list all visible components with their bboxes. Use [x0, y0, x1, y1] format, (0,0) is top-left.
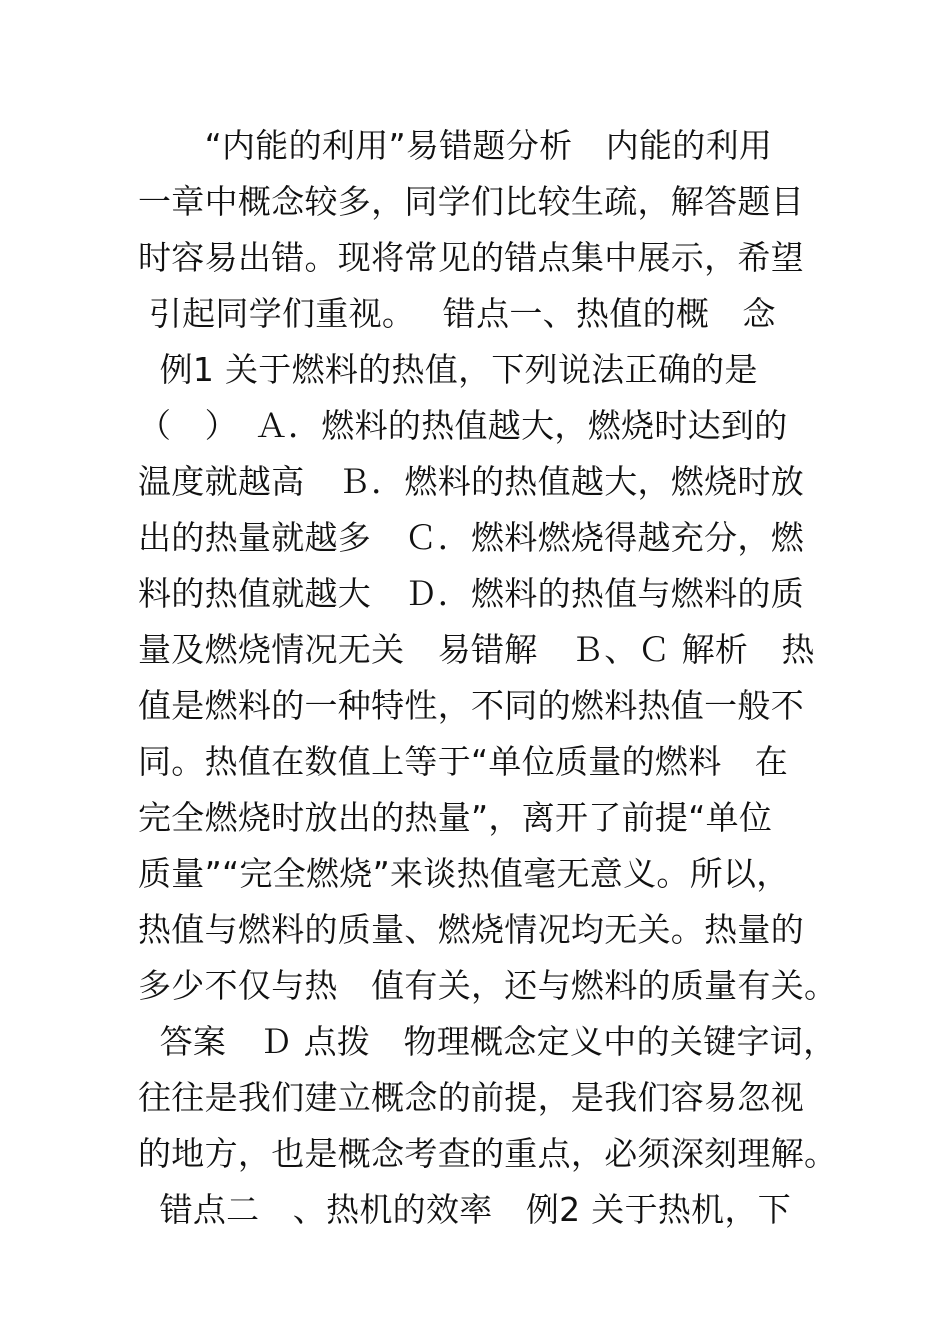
- text-line: 同。热值在数值上等于“单位质量的燃料 在: [138, 742, 789, 781]
- text-line: 完全燃烧时放出的热量”，离开了前提“单位: [138, 798, 773, 837]
- text-line: 引起同学们重视。 错点一、热值的概 念: [138, 294, 776, 333]
- text-line: 答案 Ｄ 点拨 物理概念定义中的关键字词，: [138, 1022, 837, 1061]
- text-line: 料的热值就越大 Ｄ．燃料的热值与燃料的质: [138, 574, 804, 613]
- text-line: （ ） Ａ．燃料的热值越大，燃烧时达到的: [138, 406, 788, 445]
- text-line: “内能的利用”易错题分析 内能的利用: [138, 126, 773, 165]
- text-line: 往往是我们建立概念的前提，是我们容易忽视: [138, 1078, 804, 1117]
- text-line: 值是燃料的一种特性，不同的燃料热值一般不: [138, 686, 804, 725]
- text-line: 一章中概念较多，同学们比较生疏，解答题目: [138, 182, 804, 221]
- text-line: 热值与燃料的质量、燃烧情况均无关。热量的: [138, 910, 804, 949]
- text-line: 温度就越高 Ｂ．燃料的热值越大，燃烧时放: [138, 462, 804, 501]
- text-line: 时容易出错。现将常见的错点集中展示，希望: [138, 238, 804, 277]
- text-line: 质量”“完全燃烧”来谈热值毫无意义。所以，: [138, 854, 790, 893]
- text-line: 出的热量就越多 Ｃ．燃料燃烧得越充分，燃: [138, 518, 804, 557]
- text-line: 量及燃烧情况无关 易错解 Ｂ、Ｃ 解析 热: [138, 630, 815, 669]
- text-line: 例1 关于燃料的热值，下列说法正确的是: [138, 350, 758, 389]
- text-line: 的地方，也是概念考查的重点，必须深刻理解。: [138, 1134, 838, 1173]
- text-line: 错点二 、热机的效率 例2 关于热机，下: [138, 1190, 792, 1229]
- text-line: 多少不仅与热 值有关，还与燃料的质量有关。: [138, 966, 838, 1005]
